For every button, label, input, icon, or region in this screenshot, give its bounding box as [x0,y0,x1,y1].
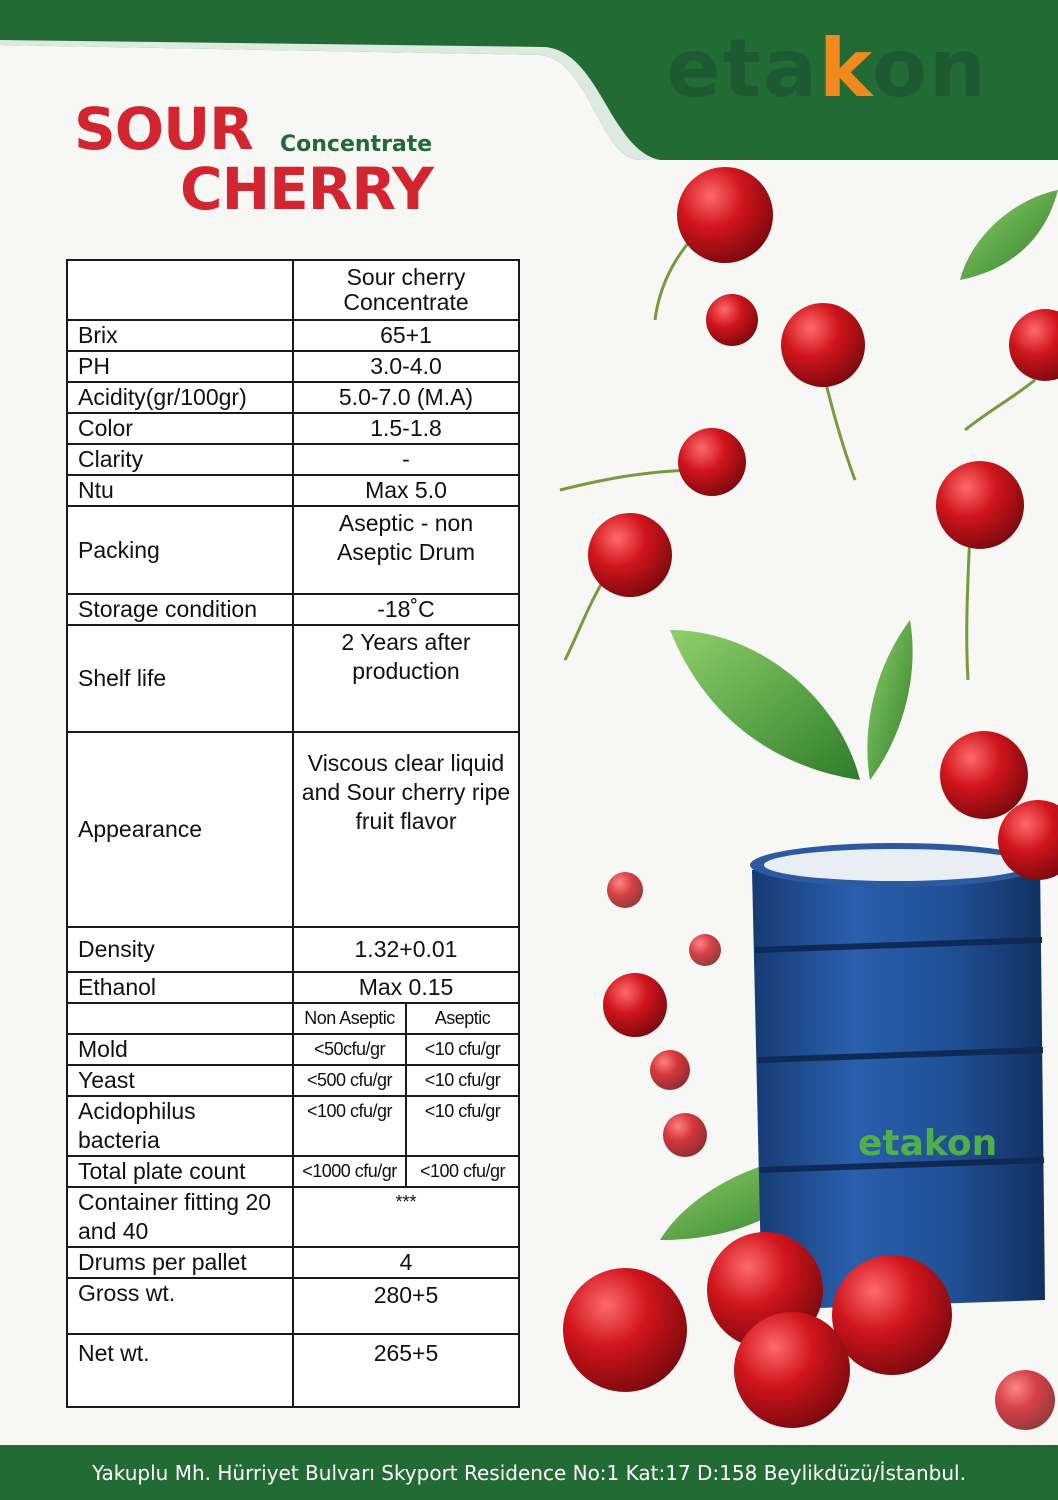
row-label: Gross wt. [67,1278,293,1334]
row-label: Yeast [67,1065,293,1096]
row-value: 1.32+0.01 [293,927,519,972]
cherry-icon [706,294,758,346]
table-row [67,1187,519,1247]
row-label: Ethanol [67,972,293,1003]
row-value-non-aseptic: <1000 cfu/gr [293,1156,406,1187]
table-row [67,732,519,927]
row-value-aseptic: <100 cfu/gr [406,1156,519,1187]
row-label: Total plate count [67,1156,293,1187]
row-label: Clarity [67,444,293,475]
row-label: Mold [67,1034,293,1065]
leaf-icon [867,620,912,780]
row-label: Storage condition [67,594,293,625]
cherry-icon [603,973,667,1037]
row-label: Acidity(gr/100gr) [67,382,293,413]
row-value: -18˚C [293,594,519,625]
sub-header-non-aseptic: Non Aseptic [293,1003,406,1034]
title-line-sour: SOUR [74,95,253,163]
cherry-icon [832,1255,952,1375]
spec-table [66,259,520,1408]
row-value: *** [293,1187,519,1247]
table-row [67,351,519,382]
table-row [67,1003,519,1034]
row-value: 265+5 [293,1334,519,1407]
table-row [67,1156,519,1187]
leaf-icon [960,190,1058,280]
row-label: Ntu [67,475,293,506]
table-row [67,1278,519,1334]
table-row [67,1334,519,1407]
cherry-icon [663,1113,707,1157]
table-row [67,413,519,444]
row-value: 5.0-7.0 (M.A) [293,382,519,413]
product-title [74,95,433,223]
footer-address: Yakuplu Mh. Hürriyet Bulvarı Skyport Residence No:1 Kat:17 D:158 Beylikdüzü/İstanbul. [0,1445,1058,1500]
table-row [67,260,519,320]
row-value-aseptic: <10 cfu/gr [406,1096,519,1156]
table-row [67,1034,519,1065]
table-row [67,382,519,413]
cherry-icon [781,303,865,387]
header-product-cell: Sour cherry Concentrate [293,260,519,320]
row-value-non-aseptic: <500 cfu/gr [293,1065,406,1096]
row-label: Shelf life [67,625,293,732]
row-label: Density [67,927,293,972]
row-value: Viscous clear liquid and Sour cherry ripe fruit flavor [293,732,519,927]
row-value: 1.5-1.8 [293,413,519,444]
sub-header-aseptic: Aseptic [406,1003,519,1034]
table-row [67,320,519,351]
row-value: - [293,444,519,475]
row-value: 280+5 [293,1278,519,1334]
row-label: PH [67,351,293,382]
title-line-cherry: CHERRY [180,155,433,223]
cherry-icon [678,428,746,496]
row-label: Appearance [67,732,293,927]
row-value-aseptic: <10 cfu/gr [406,1034,519,1065]
leaf-icon [670,630,860,780]
row-value-non-aseptic: <50cfu/gr [293,1034,406,1065]
etakon-logo: etakon [666,22,988,115]
barrel-logo: etakon [858,1123,998,1164]
row-value-non-aseptic: <100 cfu/gr [293,1096,406,1156]
row-label: Net wt. [67,1334,293,1407]
cherry-icon [677,167,773,263]
row-label: Container fitting 20 and 40 [67,1187,293,1247]
row-value: Max 5.0 [293,475,519,506]
row-value: 3.0-4.0 [293,351,519,382]
row-value: 4 [293,1247,519,1278]
table-row [67,506,519,594]
row-label: Brix [67,320,293,351]
sub-header-blank-cell [67,1003,293,1034]
header-blank-cell [67,260,293,320]
row-label: Color [67,413,293,444]
table-row [67,1065,519,1096]
row-value: Max 0.15 [293,972,519,1003]
row-value: 2 Years after production [293,625,519,732]
cherry-icon [563,1268,687,1392]
cherry-icon [936,461,1024,549]
table-row [67,475,519,506]
cherry-icon [1009,309,1058,381]
product-illustration [540,160,1058,1445]
cherry-icon [995,1370,1055,1430]
row-label: Acidophilus bacteria [67,1096,293,1156]
table-row [67,625,519,732]
cherry-icon [588,513,672,597]
row-value: Aseptic - non Aseptic Drum [293,506,519,594]
row-label: Drums per pallet [67,1247,293,1278]
cherry-icon [940,731,1028,819]
concentrate-label: Concentrate [280,132,433,157]
table-row [67,1247,519,1278]
table-row [67,927,519,972]
cherry-icon [734,1312,850,1428]
row-value-aseptic: <10 cfu/gr [406,1065,519,1096]
cherry-icon [607,872,643,908]
row-label: Packing [67,506,293,594]
table-row [67,1096,519,1156]
cherry-icon [689,934,721,966]
table-row [67,594,519,625]
table-row [67,972,519,1003]
table-row [67,444,519,475]
row-value: 65+1 [293,320,519,351]
cherry-icon [650,1050,690,1090]
